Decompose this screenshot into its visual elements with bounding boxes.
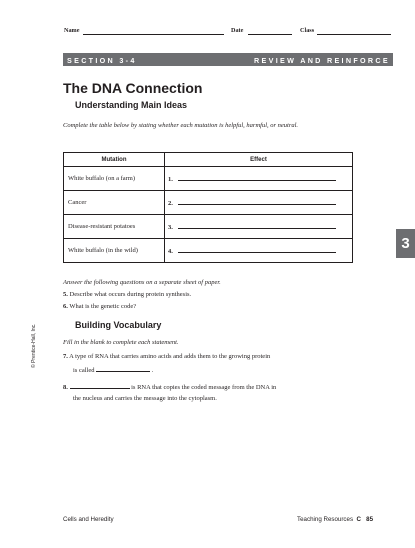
mutation-cell: Cancer bbox=[64, 191, 165, 215]
name-label: Name bbox=[64, 27, 80, 34]
effect-cell bbox=[165, 239, 353, 263]
table-instructions: Complete the table below by stating whether each mutation is helpful, harmful, or neutral. bbox=[63, 122, 299, 129]
table-row bbox=[64, 191, 353, 215]
section-number: SECTION 3-4 bbox=[67, 55, 137, 65]
class-label: Class bbox=[300, 27, 315, 34]
effect-cell bbox=[165, 215, 353, 239]
question-5 bbox=[63, 290, 191, 299]
footer-unit: C bbox=[356, 516, 361, 523]
effect-answer-field[interactable] bbox=[178, 223, 336, 229]
page-title: The DNA Connection bbox=[63, 80, 203, 96]
col-header-mutation: Mutation bbox=[64, 153, 165, 167]
question-text: A type of RNA that carries amino acids and adds them to the growing protein bbox=[69, 353, 271, 360]
question-punctuation: . bbox=[151, 367, 154, 374]
question-number: 8. bbox=[63, 384, 68, 391]
footer-left: Cells and Heredity bbox=[63, 516, 114, 523]
student-info-line bbox=[64, 27, 392, 39]
question-number: 6. bbox=[63, 303, 68, 310]
vocabulary-answer-field[interactable] bbox=[96, 366, 150, 372]
question-text: Describe what occurs during protein synthesis. bbox=[69, 291, 192, 298]
effect-cell bbox=[165, 167, 353, 191]
answer-number: 2. bbox=[168, 199, 173, 207]
mutation-cell: White buffalo (on a farm) bbox=[64, 167, 165, 191]
mutation-table bbox=[63, 152, 353, 263]
question-text: is called bbox=[73, 367, 95, 374]
class-field[interactable] bbox=[317, 34, 391, 35]
vocabulary-answer-field[interactable] bbox=[70, 383, 130, 389]
vocabulary-instructions: Fill in the blank to complete each statement. bbox=[63, 339, 179, 346]
effect-answer-field[interactable] bbox=[178, 199, 336, 205]
table-row bbox=[64, 215, 353, 239]
section-bar bbox=[63, 53, 393, 66]
effect-answer-field[interactable] bbox=[178, 175, 336, 181]
footer-right bbox=[297, 516, 373, 523]
question-6 bbox=[63, 302, 136, 311]
question-text: is RNA that copies the coded message from the DNA in bbox=[131, 384, 277, 391]
question-8 bbox=[63, 383, 353, 392]
answer-number: 1. bbox=[168, 175, 173, 183]
copyright-notice: © Prentice-Hall, Inc. bbox=[31, 323, 37, 368]
table-row bbox=[64, 239, 353, 263]
effect-cell bbox=[165, 191, 353, 215]
mutation-cell: White buffalo (in the wild) bbox=[64, 239, 165, 263]
table-header-row bbox=[64, 153, 353, 167]
heading-main-ideas: Understanding Main Ideas bbox=[75, 100, 188, 110]
heading-vocabulary: Building Vocabulary bbox=[75, 320, 162, 330]
answer-number: 4. bbox=[168, 247, 173, 255]
question-number: 7. bbox=[63, 353, 68, 360]
page-number: 85 bbox=[366, 516, 374, 523]
mutation-cell: Disease-resistant potatoes bbox=[64, 215, 165, 239]
section-category: REVIEW AND REINFORCE bbox=[254, 55, 390, 65]
answer-number: 3. bbox=[168, 223, 173, 231]
answer-note: Answer the following questions on a separate sheet of paper. bbox=[63, 279, 221, 286]
question-8-line2: the nucleus and carries the message into the cytoplasm. bbox=[73, 395, 217, 402]
question-number: 5. bbox=[63, 291, 68, 298]
col-header-effect: Effect bbox=[165, 153, 353, 167]
chapter-tab: 3 bbox=[396, 229, 415, 258]
question-text: What is the genetic code? bbox=[69, 303, 137, 310]
name-field[interactable] bbox=[83, 34, 224, 35]
effect-answer-field[interactable] bbox=[178, 247, 336, 253]
table-row bbox=[64, 167, 353, 191]
footer-resource: Teaching Resources bbox=[297, 516, 354, 523]
question-7 bbox=[63, 352, 348, 361]
date-label: Date bbox=[231, 27, 244, 34]
date-field[interactable] bbox=[248, 34, 292, 35]
question-7-line2 bbox=[73, 366, 153, 375]
